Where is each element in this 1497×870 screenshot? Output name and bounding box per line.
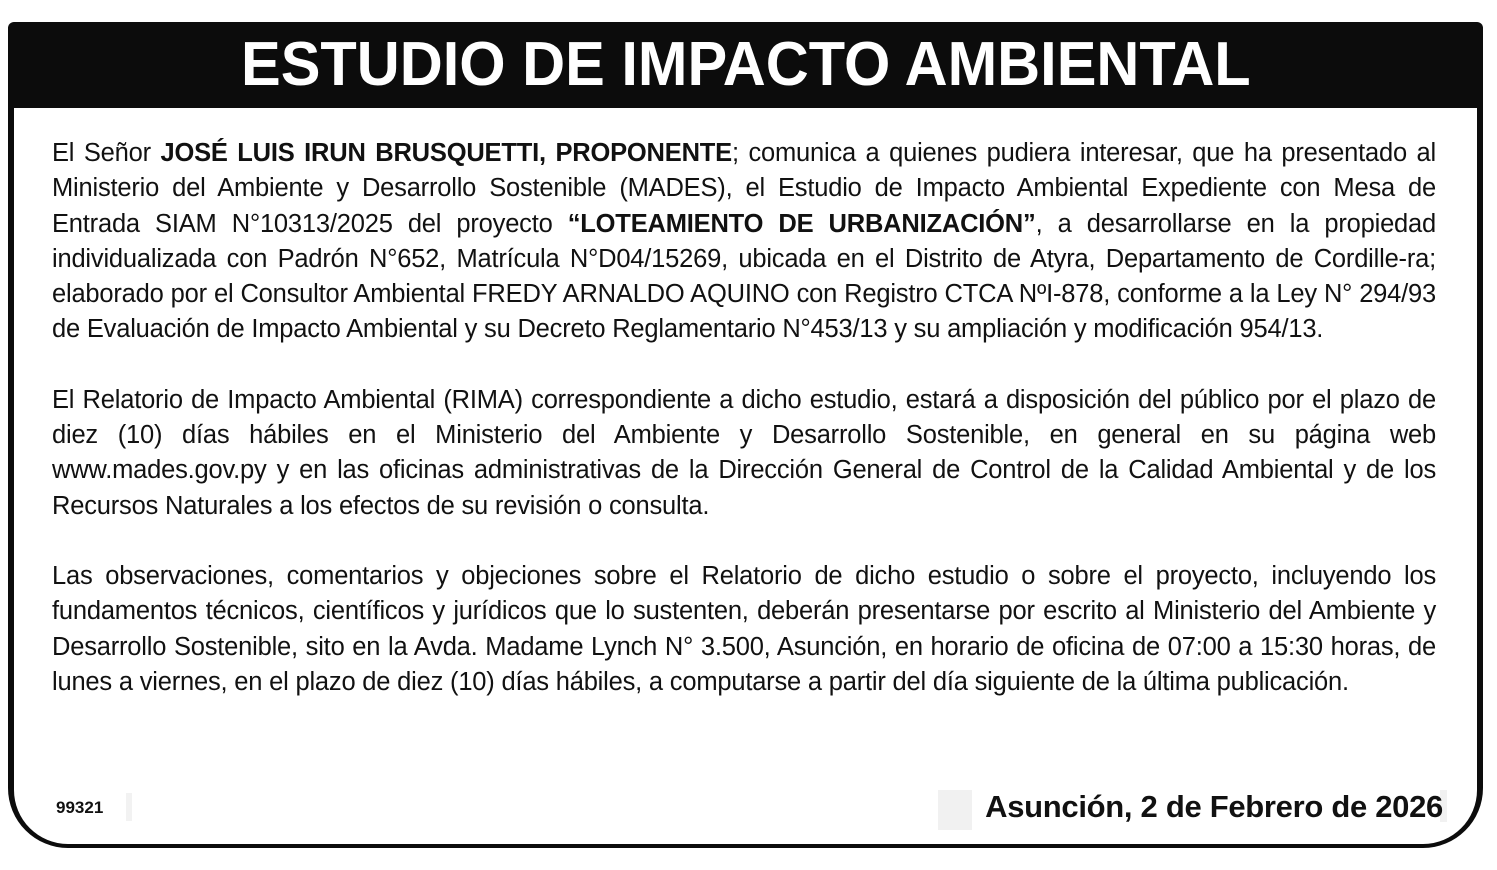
date-mark [938,790,972,830]
project-name: “LOTEAMIENTO DE URBANIZACIÓN” [567,209,1036,238]
notice-frame [8,22,1483,848]
paragraph-rima: El Relatorio de Impacto Ambiental (RIMA) correspondiente a dicho estudio, estará a disposición del público por el plazo de diez (10) días hábiles en el Ministerio del Ambiente y Desarrollo Sostenible, en general en su página web www.mades.gov.py y en las oficinas administrativas de la Dirección General de Control de la Calidad Ambiental y de los Recursos Naturales a los efectos de su revisión o consulta. [52,385,1436,520]
notice-body [14,108,1477,844]
paragraph1-text-a: ; comunica a quienes pudiera interesar, que ha presentado al Ministerio del Ambiente y Desarrollo Sostenible (MADES), el Estudio de Impacto Ambiental Expediente con Mesa de Entrada SIAM N°10313/2025 del proyecto [52,139,1436,238]
proponent-name: JOSÉ LUIS IRUN BRUSQUETTI, PROPONENTE [160,139,732,167]
reference-mark [126,793,132,821]
paragraph1-intro: El Señor [52,139,161,167]
paragraph-observations: Las observaciones, comentarios y objeciones sobre el Relatorio de dicho estudio o sobre el proyecto, incluyendo los fundamentos técnicos, científicos y jurídicos que lo sustenten, deberán presentarse por escrito al Ministerio del Ambiente y Desarrollo Sostenible, sito en la Avda. Madame Lynch N° 3.500, Asunción, en horario de oficina de 07:00 a 15:30 horas, de lunes a viernes, en el plazo de diez (10) días hábiles, a computarse a partir del día siguiente de la última publicación. [52,561,1436,696]
notice-title: ESTUDIO DE IMPACTO AMBIENTAL [240,30,1251,99]
date-line: Asunción, 2 de Febrero de 2026 [985,789,1443,824]
title-bar [8,22,1483,108]
notice-text [52,136,1436,735]
paragraph-proponent [52,136,1436,348]
paragraph1-text-b: , a desarrollarse en la propiedad individualizada con Padrón N°652, Matrícula N°D04/15269, ubicada en el Distrito de Atyra, Departamento de Cordille-ra; elaborado por el Consultor Ambiental FREDY ARNALDO AQUINO con Registro CTCA NºI-878, conforme a la Ley N° 294/93 de Evaluación de Impacto Ambiental y su Decreto Reglamentario N°453/13 y su ampliación y modificación 954/13. [52,209,1436,344]
reference-code: 99321 [56,798,104,817]
